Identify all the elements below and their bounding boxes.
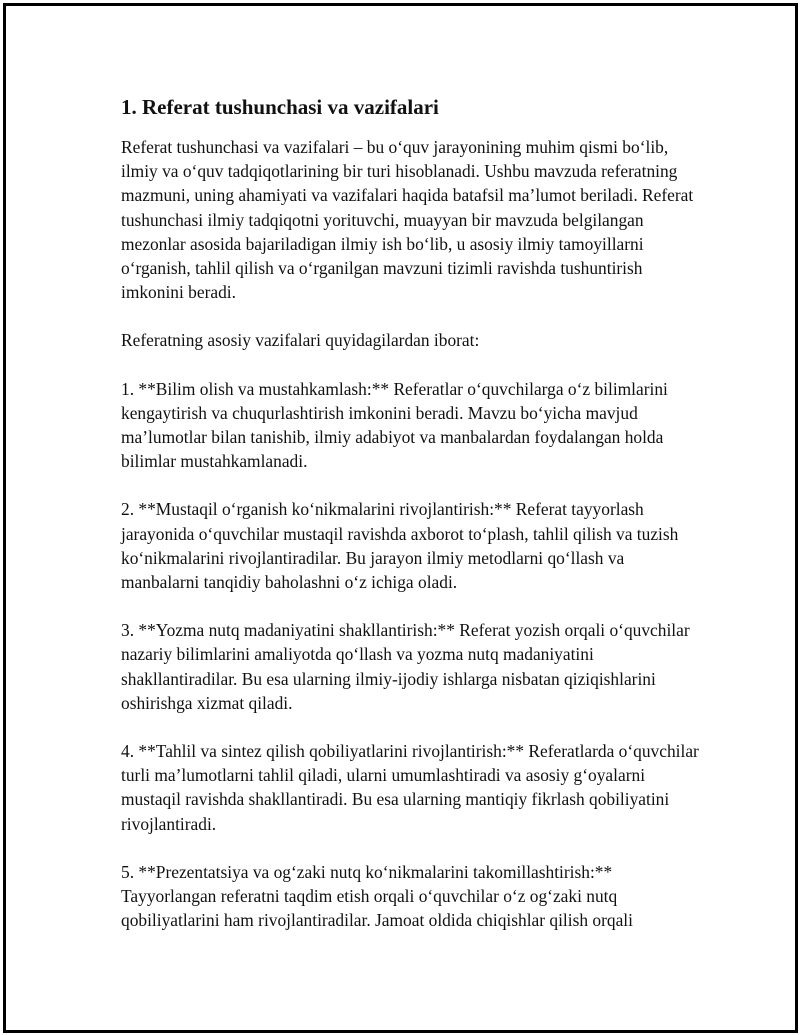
- section-heading: 1. Referat tushunchasi va vazifalari: [121, 95, 439, 119]
- paragraph-task-2: 2. **Mustaqil o‘rganish ko‘nikmalarini rivojlantirish:** Referat tayyorlash jarayonida o‘quvchilar mustaqil ravishda axborot to‘plash, tahlil qilish va tuzish ko‘nikmalarini rivojlantiradilar. Bu jarayon ilmiy metodlarni qo‘llash va manbalarni tanqidiy baholashni o‘z ichiga oladi.: [121, 499, 679, 593]
- document-body: [121, 94, 701, 956]
- paragraph-task-5: 5. **Prezentatsiya va og‘zaki nutq ko‘nikmalarini takomillashtirish:** Tayyorlangan referatni taqdim etish orqali o‘quvchilar o‘z og‘zaki nutq qobiliyatlarini ham rivojlantiradilar. Jamoat oldida chiqishlar qilish orqali: [121, 861, 633, 931]
- document-page: [3, 3, 798, 1033]
- paragraph-task-4: 4. **Tahlil va sintez qilish qobiliyatlarini rivojlantirish:** Referatlarda o‘quvchilar turli ma’lumotlarni tahlil qiladi, ularni umumlashtiradi va asosiy g‘oyalarni mustaqil ravishda shakllantiradi. Bu esa ularning mantiqiy fikrlash qobiliyatini rivojlantiradi.: [121, 741, 699, 834]
- paragraph-tasks-lead: Referatning asosiy vazifalari quyidagilardan iborat:: [121, 330, 480, 351]
- paragraph-task-3: 3. **Yozma nutq madaniyatini shakllantirish:** Referat yozish orqali o‘quvchilar nazariy bilimlarini amaliyotda qo‘llash va yozma nutq madaniyatini shakllantiradilar. Bu esa ularning ilmiy-ijodiy ishlarga nisbatan qiziqishlarini oshirishga xizmat qiladi.: [121, 620, 690, 713]
- paragraph-task-1: 1. **Bilim olish va mustahkamlash:** Referatlar o‘quvchilarga o‘z bilimlarini kengaytirish va chuqurlashtirish imkonini beradi. Mavzu bo‘yicha mavjud ma’lumotlar bilan tanishib, ilmiy adabiyot va manbalardan foydalangan holda bilimlar mustahkamlanadi.: [121, 378, 668, 472]
- paragraph-intro: Referat tushunchasi va vazifalari – bu o‘quv jarayonining muhim qismi bo‘lib, ilmiy va o‘quv tadqiqotlarining bir turi hisoblanadi. Ushbu mavzuda referatning mazmuni, uning ahamiyati va vazifalari haqida batafsil ma’lumot beriladi. Referat tushunchasi ilmiy tadqiqotni yorituvchi, muayyan bir mavzuda belgilangan mezonlar asosida bajariladigan ilmiy ish bo‘lib, u asosiy ilmiy tamoyillarni o‘rganish, tahlil qilish va o‘rganilgan mavzuni tizimli ravishda tushuntirish imkonini beradi.: [121, 137, 694, 303]
